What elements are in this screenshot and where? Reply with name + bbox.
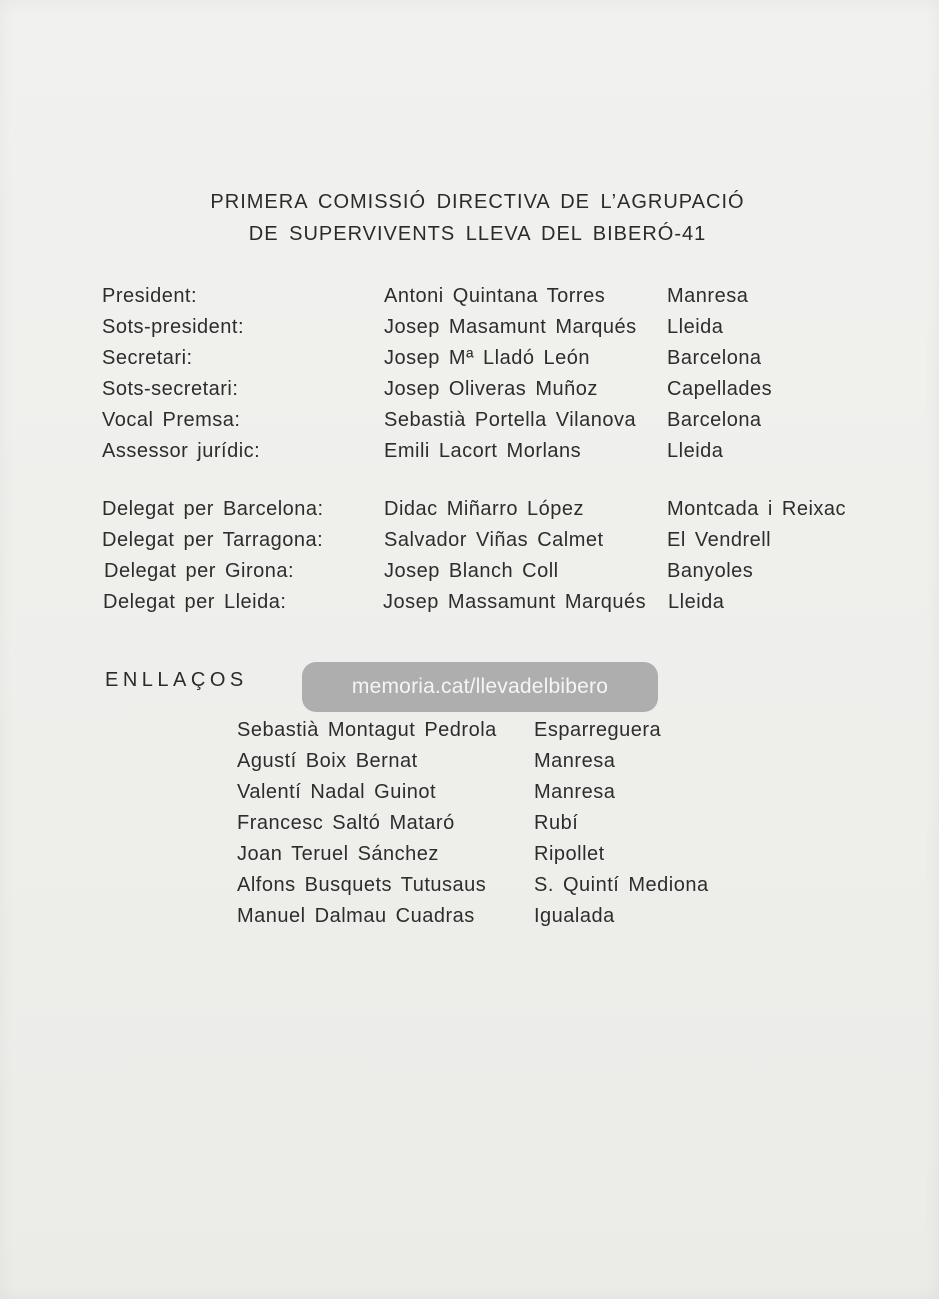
member-town: Ripollet [534,843,605,865]
directiva-row [0,316,939,347]
member-town: Manresa [534,781,616,803]
member-town: El Vendrell [667,529,772,551]
role-label: Assessor jurídic: [102,440,261,462]
member-name: Sebastià Montagut Pedrola [237,719,497,741]
member-town: Igualada [534,905,615,927]
member-name: Salvador Viñas Calmet [384,529,604,551]
member-town: Lleida [667,440,724,462]
member-name: Manuel Dalmau Cuadras [237,905,475,927]
member-town: Manresa [534,750,616,772]
member-name: Joan Teruel Sánchez [237,843,439,865]
member-name: Josep Masamunt Marqués [384,316,637,338]
member-town: Rubí [534,812,579,834]
directiva-row [0,378,939,409]
delegat-row [0,498,939,529]
role-label: Delegat per Girona: [104,560,295,582]
member-name: Didac Miñarro López [384,498,585,520]
member-name: Josep Oliveras Muñoz [384,378,598,400]
enllac-row [0,843,939,874]
directiva-row [0,409,939,440]
title-line-2: DE SUPERVIVENTS LLEVA DEL BIBERÓ-41 [248,223,707,245]
directiva-row [0,285,939,316]
member-town: Lleida [668,591,725,613]
role-label: Sots-secretari: [102,378,239,400]
member-name: Josep Blanch Coll [384,560,559,582]
member-name: Josep Mª Lladó León [384,347,591,369]
watermark-badge: memoria.cat/llevadelbibero [302,662,658,712]
role-label: Vocal Premsa: [102,409,241,431]
directiva-row [0,347,939,378]
member-town: Barcelona [667,347,762,369]
member-name: Alfons Busquets Tutusaus [237,874,487,896]
member-name: Antoni Quintana Torres [384,285,606,307]
enllac-row [0,812,939,843]
role-label: Delegat per Barcelona: [102,498,324,520]
role-label: President: [102,285,198,307]
delegat-row [0,591,939,622]
enllac-row [0,750,939,781]
enllac-row [0,874,939,905]
member-town: Capellades [667,378,773,400]
member-name: Valentí Nadal Guinot [237,781,437,803]
member-town: Manresa [667,285,749,307]
member-town: S. Quintí Mediona [534,874,709,896]
member-name: Sebastià Portella Vilanova [384,409,637,431]
role-label: Sots-president: [102,316,245,338]
delegat-row [0,529,939,560]
member-town: Barcelona [667,409,762,431]
member-name: Francesc Saltó Mataró [237,812,455,834]
enllacos-heading: ENLLAÇOS [105,669,248,691]
member-town: Lleida [667,316,724,338]
member-name: Josep Massamunt Marqués [383,591,647,613]
enllac-row [0,719,939,750]
member-town: Banyoles [667,560,754,582]
role-label: Delegat per Lleida: [103,591,287,613]
directiva-row [0,440,939,471]
delegat-row [0,560,939,591]
title-line-1: PRIMERA COMISSIÓ DIRECTIVA DE L’AGRUPACIÓ [210,191,745,213]
member-name: Emili Lacort Morlans [384,440,582,462]
member-town: Montcada i Reixac [667,498,847,520]
role-label: Delegat per Tarragona: [102,529,324,551]
enllac-row [0,905,939,936]
member-town: Esparreguera [534,719,662,741]
member-name: Agustí Boix Bernat [237,750,418,772]
role-label: Secretari: [102,347,193,369]
enllac-row [0,781,939,812]
